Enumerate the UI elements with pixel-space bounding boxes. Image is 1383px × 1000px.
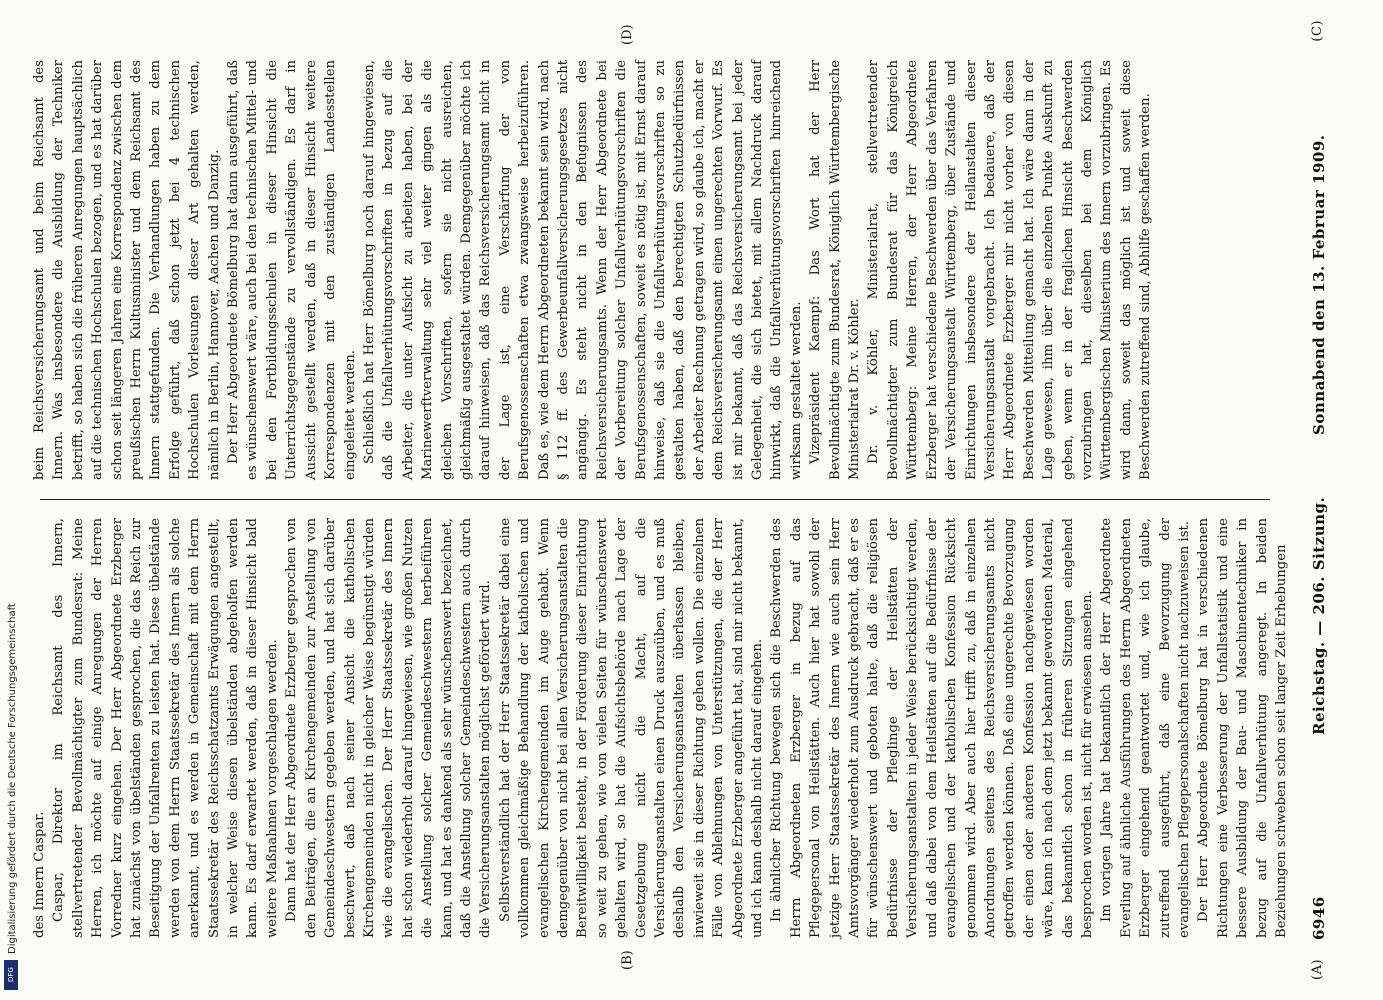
credit-text: Digitalisierung gefördert durch die Deutsche Forschungsgemeinschaft xyxy=(7,603,18,954)
page-header xyxy=(1300,20,1340,980)
text-column-right xyxy=(30,60,1285,480)
paragraph: Der Herr Abgeordnete Bömelburg hat in verschiedenen Richtungen eine Verbesserung der Unfallstatistik und eine bessere Ausbildung der Bau- und Maschinentechniker in bezug auf die Unfallverhütung angeregt. In beiden Beziehungen schweben schon seit langer Zeit Erhebungen xyxy=(1196,518,1289,938)
paragraph: Der Herr Abgeordnete Bömelburg hat dann ausgeführt, daß es wünschenswert wäre, auch bei den technischen Mittel- und bei den Fortbildungsschulen in dieser Hinsicht die Unterrichtsgegenstände zu vervollständigen. Es darf in Aussicht gestellt werden, daß in dieser Hinsicht weitere Korrespondenzen mit den zuständigen Landesstellen eingeleitet werden. xyxy=(226,60,358,480)
margin-mark-d: (D) xyxy=(620,24,635,45)
margin-mark-a: (A) xyxy=(1310,958,1325,980)
paragraph: Selbstverständlich hat der Herr Staatssekretär dabei eine vollkommen gleichmäßige Behandlung der katholischen und evangelischen Kirchengemeinden im Auge gehabt. Wenn demgegenüber von nicht bei allen Versicherungsanstalten die Bereitwilligkeit besteht, in der Förderung dieser Einrichtung so weit zu gehen, wie von vielen Seiten für wünschenswert gehalten wird, so hat die Aufsichtsbehörde nach Lage der Gesetzgebung nicht die Macht, auf die Versicherungsanstalten einen Druck auszuüben, und es muß deshalb den Versicherungsanstalten überlassen bleiben, inwieweit sie in dieser Richtung gehen wollen. Die einzelnen Fälle von Ablehnungen von Unterstützungen, die der Herr Abgeordnete Erzberger angeführt hat, sind mir nicht bekannt, und ich kann deshalb nicht darauf eingehen. xyxy=(497,518,766,938)
paragraph: des Innern Caspar. xyxy=(32,811,47,938)
paragraph: Schließlich hat Herr Bömelburg noch darauf hingewiesen, daß die Unfallverhütungsvorschriften in bezug auf die Arbeiter, die unter Aufsicht zu arbeiten haben, bei der Marinewerftverwaltung sehr viel weiter gingen als die gleichen Vorschriften, sofern sie nicht ausreichen, gleichmäßig ausgestaltet würden. Demgegenüber möchte ich darauf hinweisen, daß das Reichsversicherungsamt nicht in der Lage ist, eine Verschärfung der von Berufsgenossenschaften etwa zwangsweise herbeizuführen. Daß es, wie dem Herrn Abgeordneten bekannt sein wird, nach § 112 ff. des Gewerbeunfallversicherungsgesetzes nicht angängig. Es steht nicht in den Befugnissen des Reichsversicherungsamts. Wenn der Herr Abgeordnete bei der Vorbereitung solcher Unfallverhütungsvorschriften die Berufsgenossenschaften, soweit es nötig ist, mit Ernst darauf hinweise, daß sie die Unfallverhütungsvorschriften so zu gestalten haben, daß den berechtigten Schutzbedürfnissen der Arbeiter Rechnung getragen wird, so glaube ich, macht er dem Reichsversicherungsamt einen ungerechten Vorwurf. Es ist mir bekannt, daß das Reichsversicherungsamt bei jeder Gelegenheit, die sich bietet, mit allem Nachdruck darauf hinwirkt, daß die Unfallverhütungsvorschriften hinreichend wirksam gestaltet werden. xyxy=(361,60,804,480)
page-date: Sonnabend den 13. Februar 1909. xyxy=(1310,134,1328,435)
margin-mark-b: (B) xyxy=(620,950,635,970)
margin-mark-c: (C) xyxy=(1310,20,1325,42)
dfg-logo: DFG xyxy=(4,960,18,990)
text-column-left xyxy=(30,518,1289,938)
paragraph: Vizepräsident Kaempf: Das Wort hat der Herr Bevollmächtigte zum Bundesrat, Königlich Württembergische Ministerialrat Dr. v. Köhler. xyxy=(808,60,863,480)
paragraph: Im vorigen Jahre hat bekanntlich der Herr Abgeordnete Everling auf ähnliche Ausführungen des Herrn Abgeordneten Erzberger eingehend geantwortet und, wie ich glaube, zutreffend ausgeführt, daß eine Bevorzugung der evangelischen Pflegepersonalschaften nicht nachzuweisen ist. xyxy=(1099,518,1192,938)
page-number: 6946 xyxy=(1310,896,1328,940)
column-divider xyxy=(40,499,1270,500)
paragraph: Dann hat der Herr Abgeordnete Erzberger gesprochen von den Beiträgen, die an Kirchengemeinden zur Anstellung von Gemeindeschwestern gegeben werden, und hat sich darüber beschwert, daß nach seiner Ansicht die katholischen Kirchengemeinden nicht in gleicher Weise begünstigt würden wie die evangelischen. Der Herr Staatssekretär des Innern hat schon wiederholt darauf hingewiesen, wie großen Nutzen die Anstellung solcher Gemeindeschwestern herbeiführen kann, und hat es dankend als sehr wünschenswert bezeichnet, daß die Anstellung solcher Gemeindeschwestern auch durch die Versicherungsanstalten möglichst gefördert wird. xyxy=(284,518,494,938)
digitization-credit xyxy=(4,4,20,994)
paragraph: Dr. v. Köhler, Ministerialrat, stellvertretender Bevollmächtigter zum Bundesrat für das Königreich Württemberg: Meine Herren, der Herr Abgeordnete Erzberger hat verschiedene Beschwerden über das Verfahren der Versicherungsanstalt Württemberg, über Zustände und Einrichtungen insbesondere der Heilanstalten dieser Versicherungsanstalt vorgebracht. Ich bedauere, daß der Herr Abgeordnete Erzberger mir nicht vorher von diesen Beschwerden Mitteilung gemacht hat. Ich wäre dann in der Lage gewesen, ihm über die einzelnen Punkte Auskunft zu geben, wenn er in der fraglichen Hinsicht Beschwerden vorzubringen hat, dieselben bei dem Königlich Württembergischen Ministerium des Innern vorzubringen. Es wird dann, soweit das möglich ist und soweit diese Beschwerden zutreffend sind, Abhilfe geschaffen werden. xyxy=(866,60,1154,480)
page-title: Reichstag. — 206. Sitzung. xyxy=(1310,496,1328,735)
paragraph: Caspar, Direktor im Reichsamt des Innern, stellvertretender Bevollmächtigter zum Bundesrat: Meine Herren, ich möchte auf einige Anregungen der Herren Vorredner kurz eingehen. Der Herr Abgeordnete Erzberger hat zunächst von übelständen gesprochen, die das Reich zur Beseitigung der Unfallrenten zu leisten hat. Diese übelstände werden von dem Herrn Staatssekretär des Innern als solche anerkannt, und es werden in Gemeinschaft mit dem Herrn Staatssekretär des Reichsschatzamts Erwägungen angestellt, in welcher Weise diesen übelständen abgeholfen werden kann. Es darf erwartet werden, daß in dieser Hinsicht bald weitere Maßnahmen vorgeschlagen werden. xyxy=(51,518,280,938)
paragraph: In ähnlicher Richtung bewegen sich die Beschwerden des Herrn Abgeordneten Erzberger in bezug auf das Pflegepersonal von Heilstätten. Auch hier hat sowohl der jetzige Herr Staatssekretär des Innern wie auch sein Herr Amtsvorgänger wiederholt zum Ausdruck gebracht, daß er es für wünschenswert und geboten halte, daß die religiösen Bedürfnisse der Pfleglinge der Heilstätten der Versicherungsanstalten in jeder Weise berücksichtigt werden, und daß dabei von dem Heilstätten auf die Bedürfnisse der evangelischen und der katholischen Konfession Rücksicht genommen wird. Aber auch hier trifft zu, daß in einzelnen Anordnungen seitens des Reichsversicherungsamts nicht getroffen werden können. Daß eine ungerechte Bevorzugung der einen oder anderen Konfession nachgewiesen worden wäre, kann ich nach dem jetzt bekannt gewordenen Material, das bekanntlich schon in früheren Sitzungen eingehend besprochen worden ist, nicht für erwiesen ansehen. xyxy=(769,518,1095,938)
paragraph: beim Reichsversicherungsamt und beim Reichsamt des Innern. Was insbesondere die Ausbildung der Techniker betrifft, so haben sich die früheren Anregungen hauptsächlich auf die technischen Hochschulen bezogen, und es hat darüber schon seit längeren Jahren eine Korrespondenz zwischen dem preußischen Herrn Kultusminister und dem Reichsamt des Innern stattgefunden. Die Verhandlungen haben zu dem Erfolge geführt, daß schon jetzt bei 4 technischen Hochschulen Vorlesungen dieser Art gehalten werden, nämlich in Berlin, Hannover, Aachen und Danzig. xyxy=(32,60,222,480)
